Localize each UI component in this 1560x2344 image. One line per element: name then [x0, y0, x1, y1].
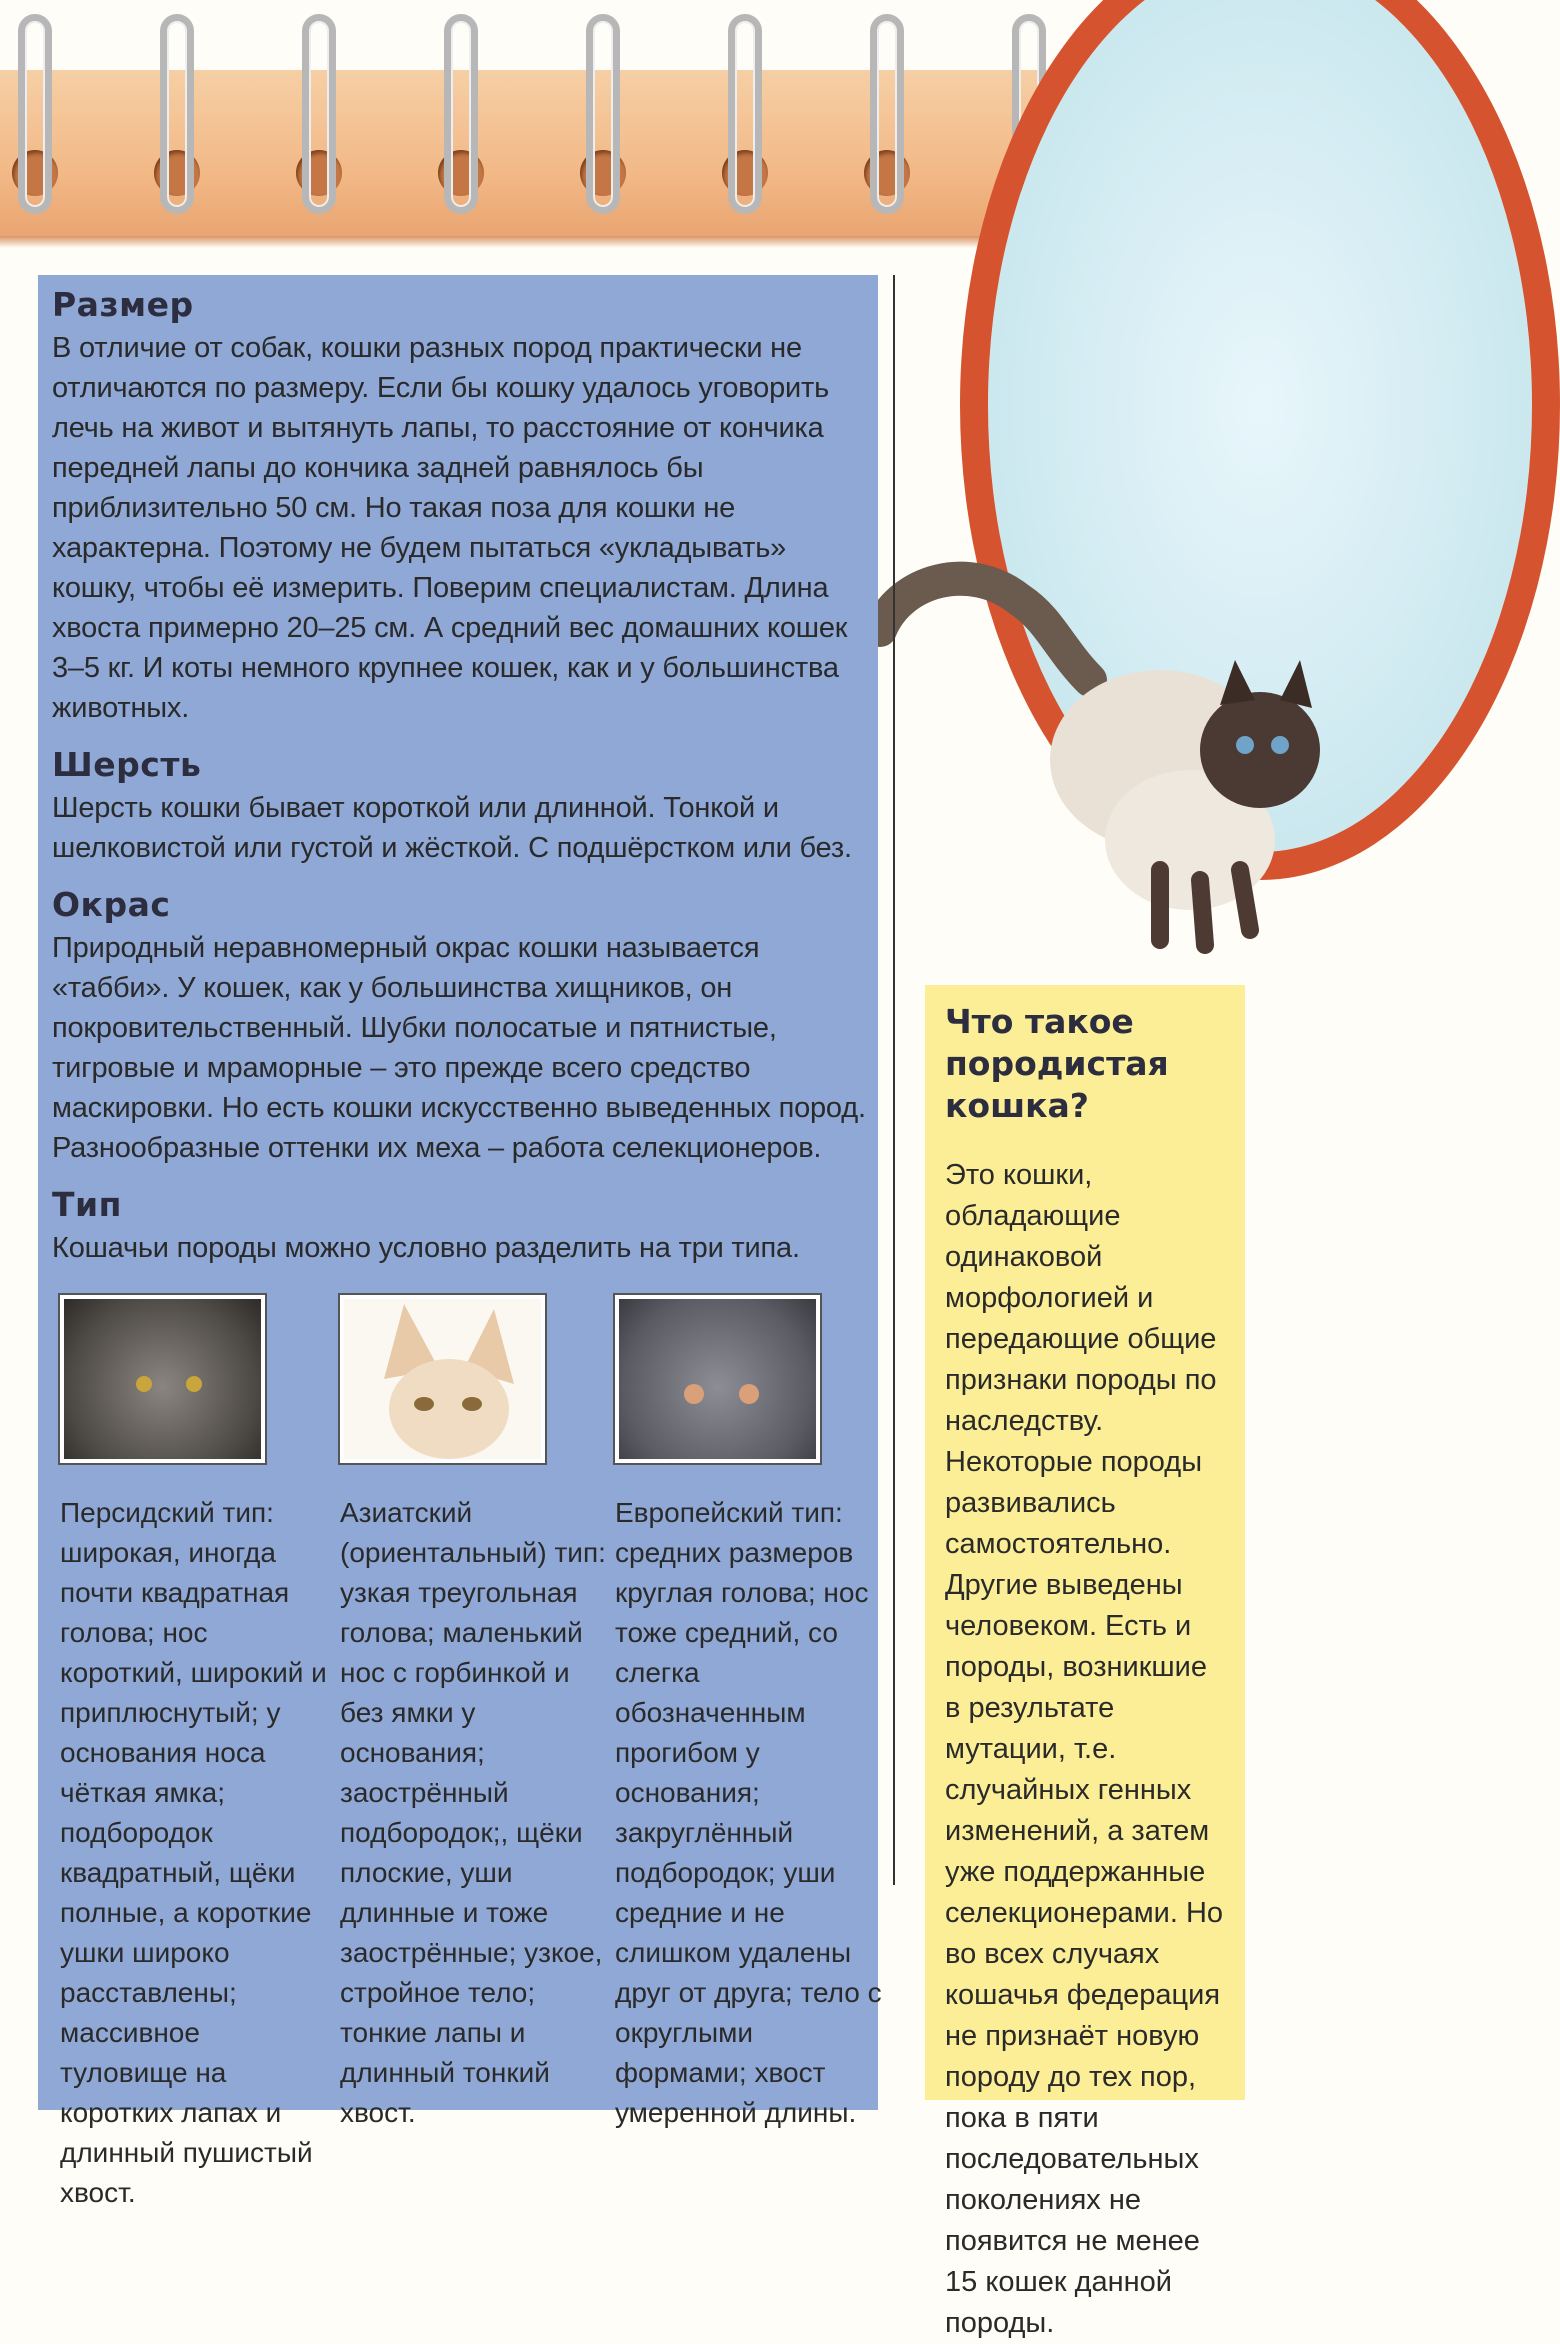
- section-color: [52, 882, 872, 1168]
- sidebar-heading: Что такое породистая кошка?: [945, 1002, 1169, 1125]
- section-fur: [52, 742, 872, 868]
- type-persian: [60, 1295, 330, 2213]
- column-divider: [893, 275, 895, 1885]
- type-european: [615, 1295, 885, 2133]
- type-description: Азиатский (ориентальный) тип: узкая треугольная голова; маленький нос с горбинкой и без ямки у основания; заострённый подбородок;, щёки плоские, уши длинные и тоже заострённые; узкое, стройное тело; тонкие лапы и длинный тонкий хвост.: [340, 1497, 606, 2128]
- european-cat-photo: [615, 1295, 820, 1463]
- type-description: Европейский тип: средних размеров круглая голова; нос тоже средний, со слегка обозначенным прогибом у основания; закруглённый подбородок; уши средние и не слишком удалены друг от друга; тело с округлыми формами; хвост умеренной длины.: [615, 1497, 882, 2128]
- type-description: Персидский тип: широкая, иногда почти квадратная голова; нос короткий, широкий и приплюснутый; у основания носа чёткая ямка; подбородок квадратный, щёки полные, а короткие ушки широко расставлены; массивное туловище на коротких лапах и длинный пушистый хвост.: [60, 1497, 327, 2208]
- section-heading: Окрас: [52, 885, 171, 924]
- section-heading: Размер: [52, 285, 194, 324]
- cat-types: [50, 1295, 882, 2208]
- section-size: [52, 282, 872, 728]
- section-text: В отличие от собак, кошки разных пород практически не отличаются по размеру. Если бы кошку удалось уговорить лечь на живот и вытянуть лапы, то расстояние от кончика передней лапы до кончика задней равнялось бы приблизительно 50 см. Но такая поза для кошки не характерна. Поэтому не будем пытаться «укладывать» кошку, чтобы её измерить. Поверим специалистам. Длина хвоста примерно 20–25 см. А средний вес домашних кошек 3–5 кг. И коты немного крупнее кошек, как и у большинства животных.: [52, 332, 848, 724]
- pedigree-sidebar: [925, 985, 1245, 2339]
- himalayan-cat-illustration: [860, 540, 1317, 970]
- section-text: Кошачьи породы можно условно разделить на три типа.: [52, 1232, 800, 1264]
- section-heading: Тип: [52, 1185, 122, 1224]
- panel-content: [52, 282, 872, 1274]
- sidebar-text: Это кошки, обладающие одинаковой морфологией и передающие общие признаки породы по наследству. Некоторые породы развивались самостоятельно. Другие выведены человеком. Есть и породы, возникшие в результате мутации, т.е. случайных генных изменений, а затем уже поддержанные селекционерами. Но во всех случаях кошачья федерация не признаёт новую породу до тех пор, пока в пяти последовательных поколениях не появится не менее 15 кошек данной породы.: [945, 1159, 1224, 2339]
- persian-cat-photo: [60, 1295, 265, 1463]
- section-text: Шерсть кошки бывает короткой или длинной. Тонкой и шелковистой или густой и жёсткой. С подшёрстком или без.: [52, 792, 852, 864]
- section-text: Природный неравномерный окрас кошки называется «табби». У кошек, как у большинства хищников, он покровительственный. Шубки полосатые и пятнистые, тигровые и мраморные – это прежде всего средство маскировки. Но есть кошки искусственно выведенных пород. Разнообразные оттенки их меха – работа селекционеров.: [52, 932, 866, 1164]
- oriental-cat-photo: [340, 1295, 545, 1463]
- section-type: [52, 1182, 872, 1268]
- type-oriental: [340, 1295, 610, 2133]
- section-heading: Шерсть: [52, 745, 202, 784]
